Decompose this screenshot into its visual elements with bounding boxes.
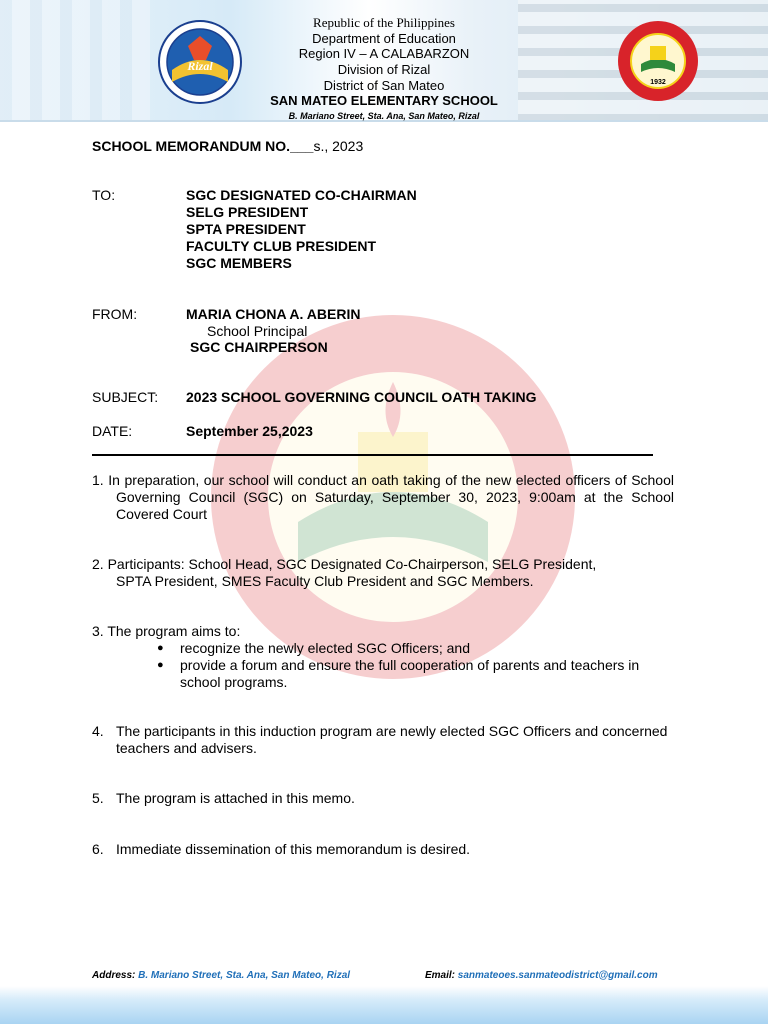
memo-title-text: SCHOOL MEMORANDUM NO.: [92, 138, 291, 154]
footer-address-value: B. Mariano Street, Sta. Ana, San Mateo, Rizal: [138, 970, 351, 981]
from-name: MARIA CHONA A. ABERIN: [186, 306, 361, 322]
subject-label: SUBJECT:: [92, 389, 159, 405]
header-division: Division of Rizal: [337, 62, 431, 77]
memo-item-4-number: 4.: [92, 723, 104, 739]
subject-text: 2023 SCHOOL GOVERNING COUNCIL OATH TAKING: [186, 389, 537, 405]
to-recipient-4: FACULTY CLUB PRESIDENT: [186, 238, 377, 254]
to-recipient-5: SGC MEMBERS: [186, 255, 292, 271]
aim-bullet-1: recognize the newly elected SGC Officers; and: [180, 640, 471, 656]
to-recipient-2: SELG PRESIDENT: [186, 204, 309, 220]
header-department: Department of Education: [312, 31, 456, 46]
bullet-icon: ●: [157, 642, 164, 654]
header-school-address: B. Mariano Street, Sta. Ana, San Mateo, Rizal: [288, 111, 480, 121]
footer-email-value[interactable]: sanmateoes.sanmateodistrict@gmail.com: [457, 970, 658, 981]
footer-address: [92, 970, 350, 981]
date-value: September 25,2023: [186, 423, 313, 439]
memo-title: [92, 138, 363, 155]
memo-item-6: Immediate dissemination of this memorandum is desired.: [116, 841, 471, 857]
header-region: Region IV – A CALABARZON: [298, 46, 470, 61]
to-label: TO:: [92, 187, 116, 203]
footer-email: [425, 970, 658, 981]
header-district: District of San Mateo: [323, 78, 445, 93]
seal-year: 1932: [650, 79, 666, 86]
from-label: FROM:: [92, 306, 138, 322]
memo-item-1: 1. In preparation, our school will conduct an oath taking of the new elected officers of School Governing Council (SGC) on Saturday, September 30, 2023, 9:00am at the School Covered Court: [92, 472, 674, 522]
memo-item-3: 3. The program aims to:: [92, 623, 241, 639]
seal-left-label: Rizal: [187, 59, 213, 73]
aim-bullet-2: provide a forum and ensure the full cooperation of parents and teachers in school programs.: [180, 657, 640, 690]
footer-wave-band: [0, 986, 768, 1024]
memo-series: s., 2023: [313, 138, 364, 154]
memo-item-2-line-1: 2. Participants: School Head, SGC Designated Co-Chairperson, SELG President,: [92, 556, 597, 572]
memo-item-4: The participants in this induction program are newly elected SGC Officers and concerned teachers and advisers.: [116, 723, 668, 756]
to-recipient-1: SGC DESIGNATED CO-CHAIRMAN: [186, 187, 417, 203]
date-label: DATE:: [92, 423, 133, 439]
to-recipient-3: SPTA PRESIDENT: [186, 221, 306, 237]
memo-number-blank: ___: [290, 138, 314, 154]
bullet-icon: ●: [157, 659, 164, 671]
memo-item-5: The program is attached in this memo.: [116, 790, 355, 806]
from-position: School Principal: [207, 323, 308, 339]
memo-item-6-number: 6.: [92, 841, 104, 857]
footer-address-label: Address:: [92, 970, 136, 981]
memo-item-5-number: 5.: [92, 790, 104, 806]
header-separator-line: [92, 454, 653, 456]
footer-email-label: Email:: [425, 970, 456, 981]
from-role: SGC CHAIRPERSON: [190, 339, 328, 355]
memo-item-2-line-2: SPTA President, SMES Faculty Club President and SGC Members.: [116, 573, 534, 589]
header-school-name: SAN MATEO ELEMENTARY SCHOOL: [270, 93, 498, 108]
header-republic: Republic of the Philippines: [313, 15, 455, 30]
